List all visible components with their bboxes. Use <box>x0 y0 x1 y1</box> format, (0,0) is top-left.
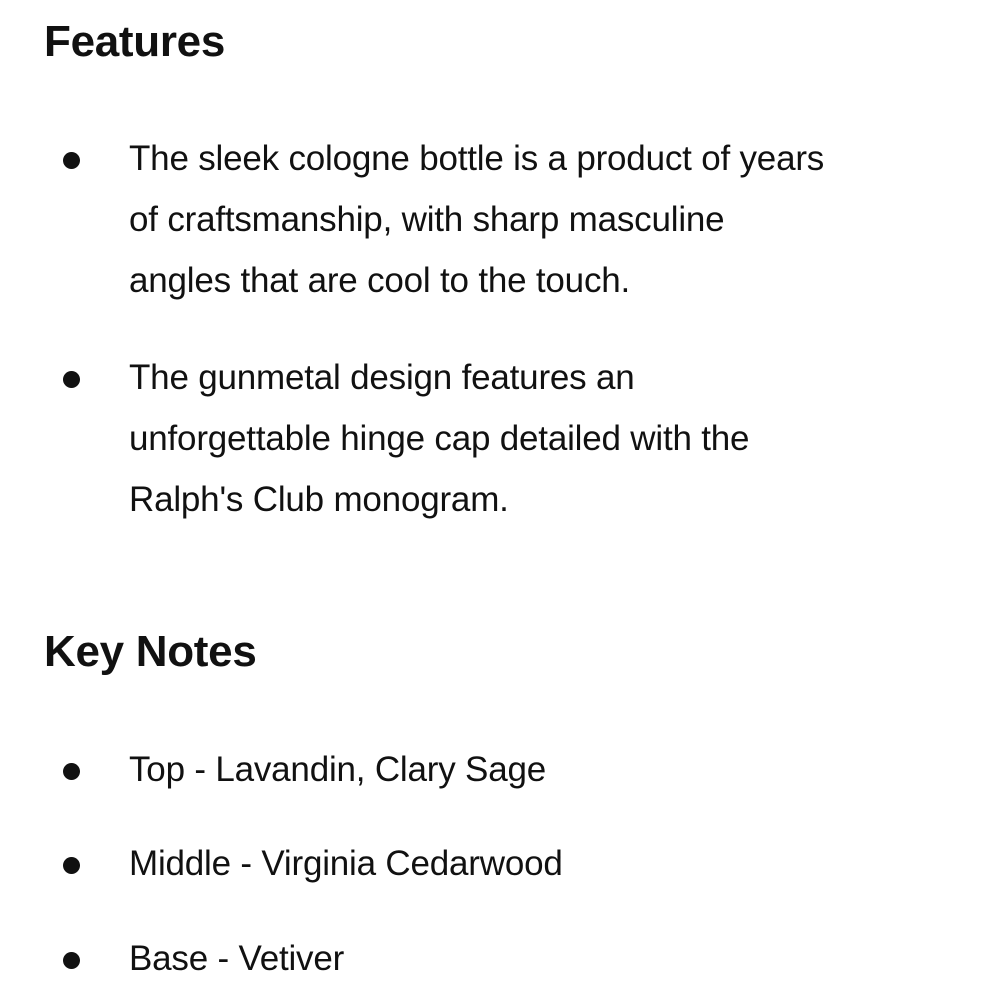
key-note-text: Top - Lavandin, Clary Sage <box>129 750 546 789</box>
feature-text <box>129 128 979 311</box>
key-note-text: Middle - Virginia Cedarwood <box>129 844 563 883</box>
key-note-text: Base - Vetiver <box>129 939 345 978</box>
bullet-icon <box>63 952 80 969</box>
feature-text-line: angles that are cool to the touch. <box>129 261 631 300</box>
feature-text-line: unforgettable hinge cap detailed with the <box>129 419 750 458</box>
features-heading: Features <box>44 17 226 66</box>
feature-text-line: of craftsmanship, with sharp masculine <box>129 200 725 239</box>
feature-text-line: Ralph's Club monogram. <box>129 480 509 519</box>
feature-text-line: The sleek cologne bottle is a product of years <box>129 139 825 178</box>
bullet-icon <box>63 857 80 874</box>
bullet-icon <box>63 763 80 780</box>
bullet-icon <box>63 371 80 388</box>
bullet-icon <box>63 152 80 169</box>
feature-text-line: The gunmetal design features an <box>129 358 635 397</box>
feature-text <box>129 347 979 530</box>
key-notes-heading: Key Notes <box>44 627 257 676</box>
